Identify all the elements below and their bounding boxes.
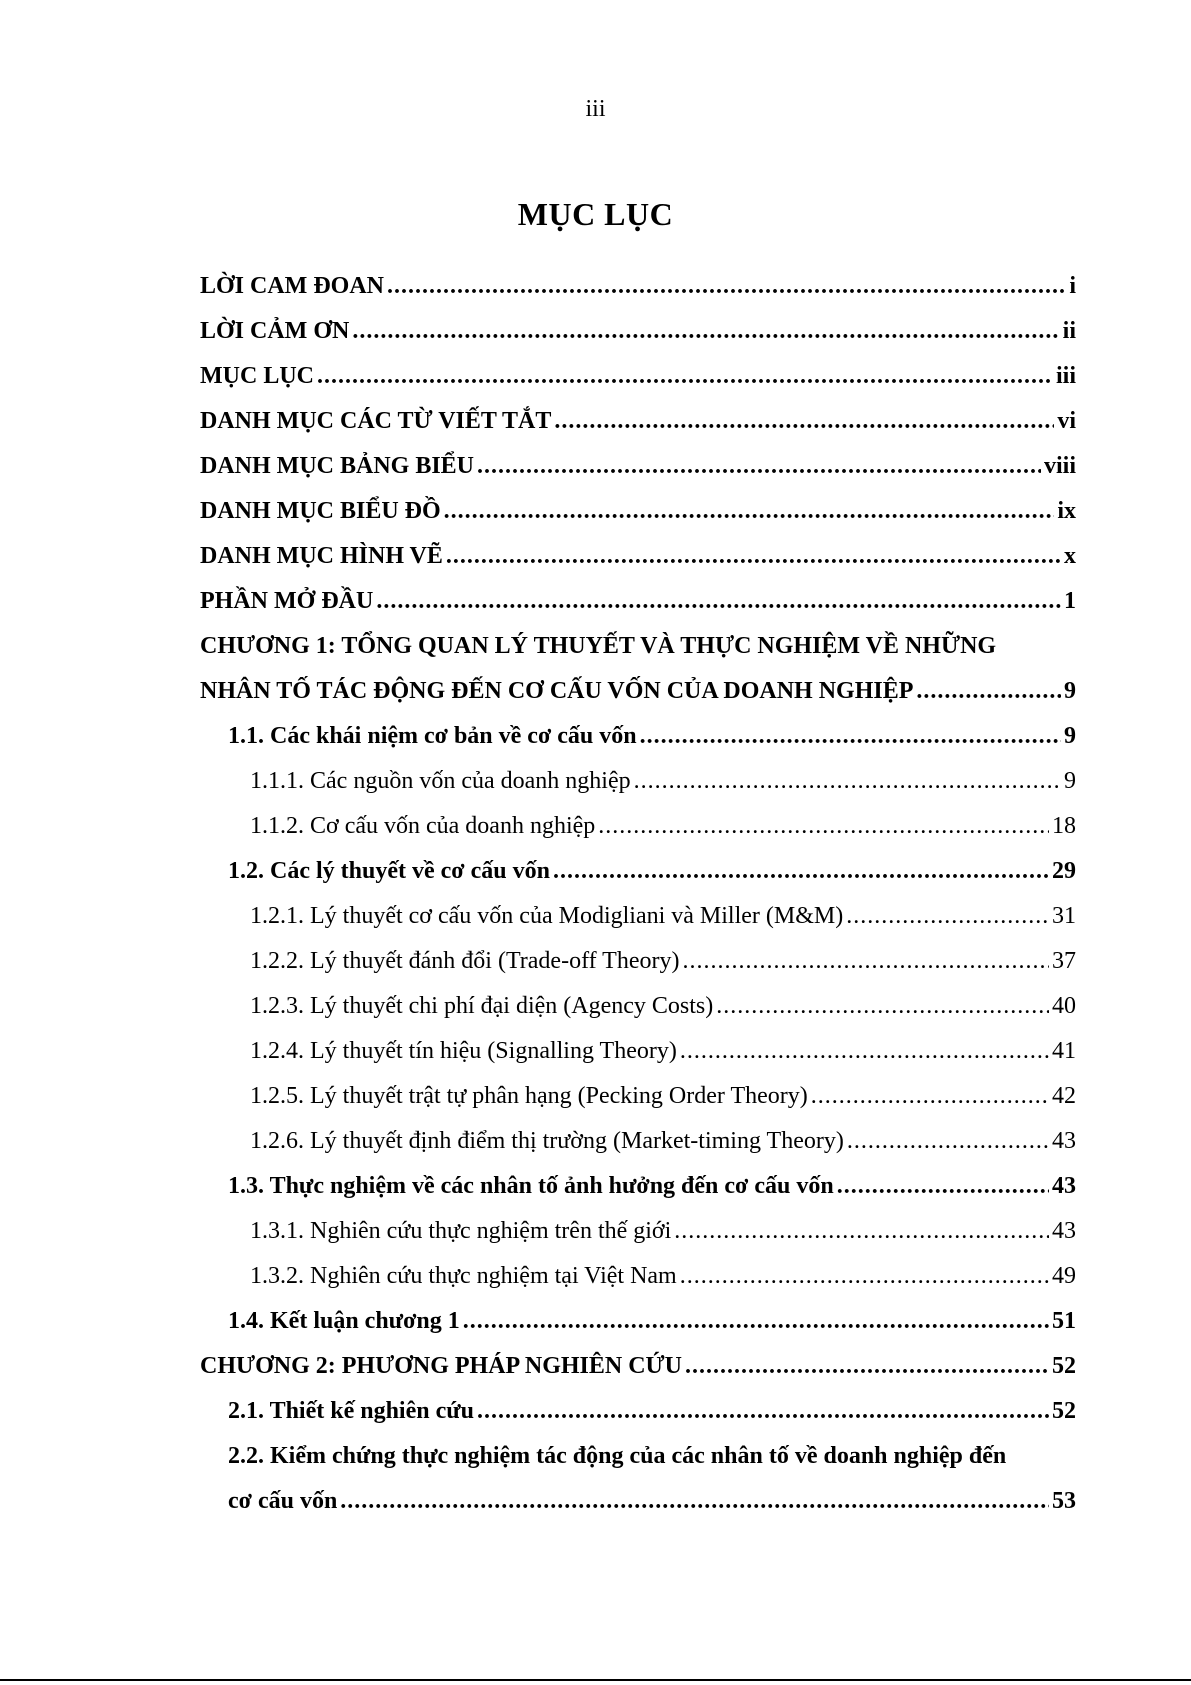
toc-entry-page: 43 (1052, 1173, 1076, 1199)
toc-entry-2-2-line-1[interactable]: 2.2. Kiểm chứng thực nghiệm tác động của các nhân tố về doanh nghiệp đến (228, 1443, 1007, 1469)
toc-entry-1-1-1[interactable] (200, 759, 1076, 804)
dot-leader (837, 1164, 1049, 1209)
toc-entry-label: 1.2.3. Lý thuyết chi phí đại diện (Agency Costs) (250, 993, 714, 1019)
toc-entry-page: x (1064, 543, 1076, 569)
toc-entry-label: DANH MỤC HÌNH VẼ (200, 543, 443, 569)
toc-entry-loi-cam-doan[interactable] (200, 264, 1076, 309)
toc-title: MỤC LỤC (517, 196, 674, 232)
toc-entry-label: PHẦN MỞ ĐẦU (200, 588, 374, 614)
toc-entry-phan-mo-dau[interactable] (200, 579, 1076, 624)
toc-entry-page: viii (1043, 453, 1076, 479)
toc-entry-label: cơ cấu vốn (228, 1488, 338, 1514)
dot-leader (477, 1389, 1049, 1434)
toc-entry-label: 1.3. Thực nghiệm về các nhân tố ảnh hưởng đến cơ cấu vốn (228, 1173, 834, 1199)
toc-entry-page: 49 (1052, 1263, 1076, 1289)
toc-entry-page: iii (1055, 363, 1076, 389)
dot-leader (376, 579, 1061, 624)
toc-entry-1-4[interactable] (200, 1299, 1076, 1344)
toc-entry-danh-muc-tu-viet-tat[interactable] (200, 399, 1076, 444)
toc-entry-danh-muc-bang-bieu[interactable] (200, 444, 1076, 489)
toc-entry-page: 37 (1052, 948, 1076, 974)
toc-entry-page: i (1069, 273, 1076, 299)
toc-entry-1-3[interactable] (200, 1164, 1076, 1209)
toc-entry-loi-cam-on[interactable] (200, 309, 1076, 354)
toc-entry-page: 18 (1052, 813, 1076, 839)
toc-entry-label: 1.1.2. Cơ cấu vốn của doanh nghiệp (250, 813, 596, 839)
toc-entry-label: 1.4. Kết luận chương 1 (228, 1308, 460, 1334)
toc-entry-page: 43 (1052, 1218, 1076, 1244)
dot-leader (554, 399, 1054, 444)
dot-leader (317, 354, 1053, 399)
dot-leader (847, 1119, 1049, 1164)
toc-entry-1-3-2[interactable] (200, 1254, 1076, 1299)
toc-entry-label: 1.2.5. Lý thuyết trật tự phân hạng (Pecking Order Theory) (250, 1083, 808, 1109)
bottom-rule (0, 1679, 1191, 1681)
toc-entry-1-2-1[interactable] (200, 894, 1076, 939)
toc-entry-1-3-1[interactable] (200, 1209, 1076, 1254)
toc-entry-label: MỤC LỤC (200, 363, 314, 389)
toc-entry-1-1[interactable] (200, 714, 1076, 759)
toc-entry-1-2-4[interactable] (200, 1029, 1076, 1074)
toc-entry-1-2-3[interactable] (200, 984, 1076, 1029)
dot-leader (680, 1029, 1049, 1074)
toc-entry-page: ix (1057, 498, 1076, 524)
page-number: iii (585, 96, 606, 122)
toc-entry-page: 53 (1052, 1488, 1076, 1514)
toc-entry-chapter-1-line-1[interactable]: CHƯƠNG 1: TỔNG QUAN LÝ THUYẾT VÀ THỰC NGHIỆM VỀ NHỮNG (200, 633, 997, 659)
toc-entry-label: 1.1.1. Các nguồn vốn của doanh nghiệp (250, 768, 631, 794)
toc-entry-1-1-2[interactable] (200, 804, 1076, 849)
toc-entry-1-2-5[interactable] (200, 1074, 1076, 1119)
toc-entry-danh-muc-bieu-do[interactable] (200, 489, 1076, 534)
toc-entry-chapter-1[interactable] (200, 669, 1076, 714)
dot-leader (598, 804, 1049, 849)
toc-entry-label: 2.1. Thiết kế nghiên cứu (228, 1398, 474, 1424)
dot-leader (682, 939, 1049, 984)
toc-entry-page: vi (1057, 408, 1076, 434)
dot-leader (846, 894, 1049, 939)
toc-entry-1-2[interactable] (200, 849, 1076, 894)
toc-entry-page: 41 (1052, 1038, 1076, 1064)
dot-leader (553, 849, 1049, 894)
toc-entry-page: 9 (1064, 768, 1076, 794)
dot-leader (463, 1299, 1049, 1344)
toc-entry-page: 51 (1052, 1308, 1076, 1334)
toc-entry-label: 1.2.1. Lý thuyết cơ cấu vốn của Modigliani và Miller (M&M) (250, 903, 844, 929)
toc-entry-label: 1.2.6. Lý thuyết định điểm thị trường (Market-timing Theory) (250, 1128, 844, 1154)
dot-leader (352, 309, 1059, 354)
toc-entry-page: 43 (1052, 1128, 1076, 1154)
toc-entry-label: 1.2.2. Lý thuyết đánh đổi (Trade-off Theory) (250, 948, 680, 974)
dot-leader (685, 1344, 1049, 1389)
toc-entry-label: DANH MỤC BẢNG BIỂU (200, 453, 475, 479)
toc-entry-page: 9 (1064, 678, 1076, 704)
toc-entry-label: 1.2.4. Lý thuyết tín hiệu (Signalling Theory) (250, 1038, 677, 1064)
toc-entry-1-2-2[interactable] (200, 939, 1076, 984)
toc-entry-1-2-6[interactable] (200, 1119, 1076, 1164)
toc-entry-label: LỜI CẢM ƠN (200, 318, 350, 344)
toc-entry-label: NHÂN TỐ TÁC ĐỘNG ĐẾN CƠ CẤU VỐN CỦA DOANH NGHIỆP (200, 678, 914, 704)
toc-entry-label: 1.3.2. Nghiên cứu thực nghiệm tại Việt Nam (250, 1263, 677, 1289)
dot-leader (634, 759, 1061, 804)
dot-leader (640, 714, 1061, 759)
toc-entry-label: 1.3.1. Nghiên cứu thực nghiệm trên thế giới (250, 1218, 672, 1244)
toc-entry-page: 52 (1052, 1398, 1076, 1424)
toc-entry-danh-muc-hinh-ve[interactable] (200, 534, 1076, 579)
toc-entry-label: LỜI CAM ĐOAN (200, 273, 384, 299)
toc-entry-label: DANH MỤC BIỂU ĐỒ (200, 498, 441, 524)
toc-entry-2-1[interactable] (200, 1389, 1076, 1434)
toc-entry-page: ii (1062, 318, 1076, 344)
dot-leader (340, 1479, 1049, 1524)
dot-leader (674, 1209, 1049, 1254)
dot-leader (680, 1254, 1049, 1299)
toc-entry-label: 1.1. Các khái niệm cơ bản về cơ cấu vốn (228, 723, 637, 749)
toc-entry-page: 31 (1052, 903, 1076, 929)
toc-entry-page: 29 (1052, 858, 1076, 884)
toc-entry-page: 40 (1052, 993, 1076, 1019)
dot-leader (387, 264, 1066, 309)
toc-entry-label: CHƯƠNG 2: PHƯƠNG PHÁP NGHIÊN CỨU (200, 1353, 682, 1379)
toc-entry-page: 42 (1052, 1083, 1076, 1109)
dot-leader (446, 534, 1061, 579)
dot-leader (716, 984, 1049, 1029)
toc-entry-chapter-2[interactable] (200, 1344, 1076, 1389)
toc-entry-page: 9 (1064, 723, 1076, 749)
toc-entry-2-2[interactable] (200, 1479, 1076, 1524)
dot-leader (444, 489, 1055, 534)
dot-leader (916, 669, 1061, 714)
toc-entry-page: 1 (1064, 588, 1076, 614)
dot-leader (477, 444, 1041, 489)
toc-entry-muc-luc[interactable] (200, 354, 1076, 399)
toc-entry-label: 1.2. Các lý thuyết về cơ cấu vốn (228, 858, 550, 884)
table-of-contents (200, 264, 1076, 1524)
toc-entry-page: 52 (1052, 1353, 1076, 1379)
toc-entry-label: DANH MỤC CÁC TỪ VIẾT TẮT (200, 408, 552, 434)
dot-leader (811, 1074, 1049, 1119)
